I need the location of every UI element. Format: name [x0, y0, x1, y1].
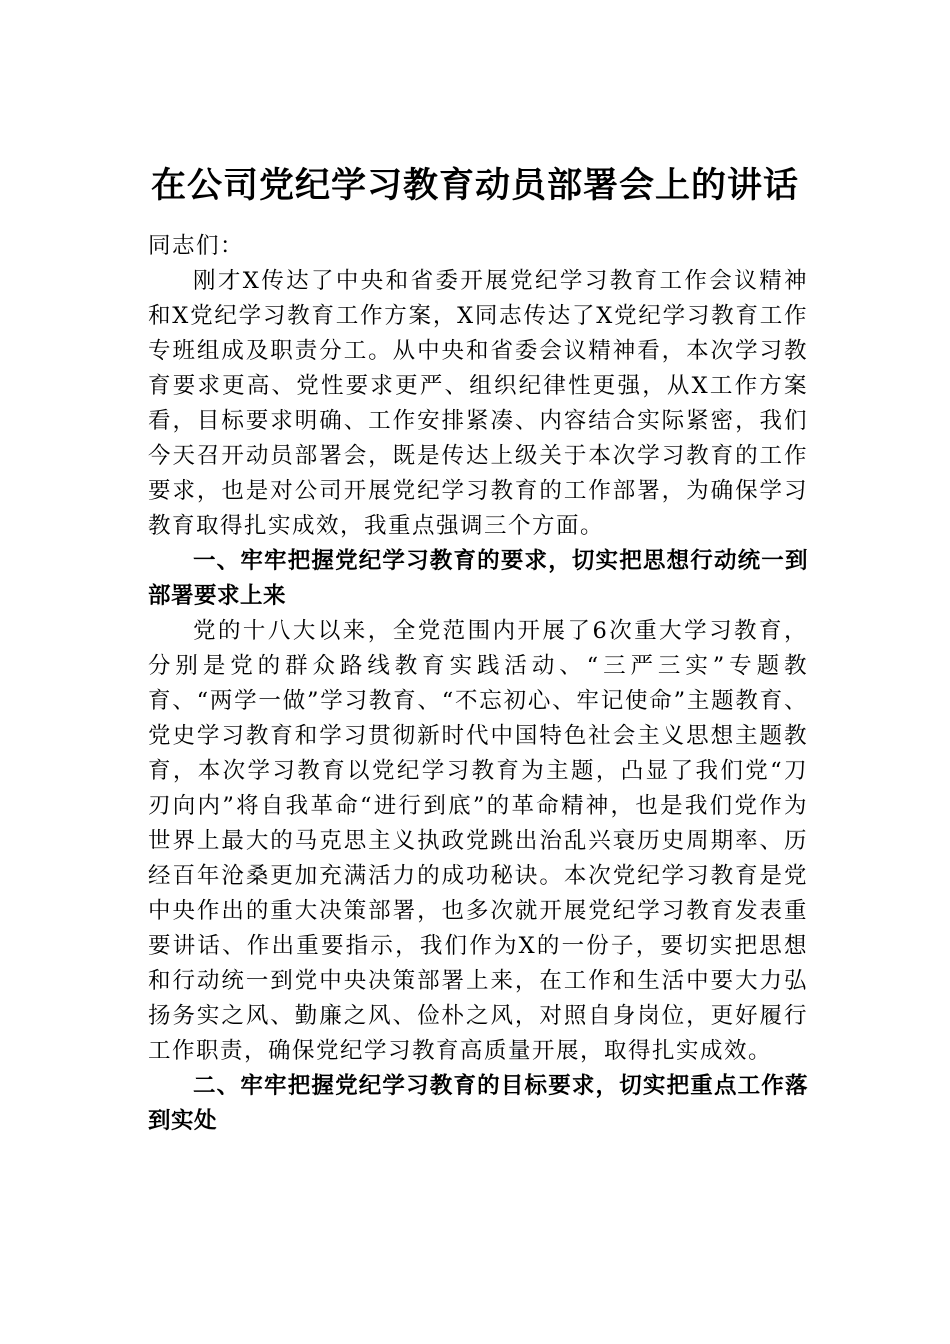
document-title: 在公司党纪学习教育动员部署会上的讲话	[150, 165, 799, 206]
paragraph-intro: 刚才X传达了中央和省委开展党纪学习教育工作会议精神和X党纪学习教育工作方案，X同志传达了X党纪学习教育工作专班组成及职责分工。从中央和省委会议精神看，本次学习教育要求更高、党性要求更严、组织纪律性更强，从X工作方案看，目标要求明确、工作安排紧凑、内容结合实际紧密，我们今天召开动员部署会，既是传达上级关于本次学习教育的工作要求，也是对公司开展党纪学习教育的工作部署，为确保学习教育取得扎实成效，我重点强调三个方面。	[148, 268, 808, 539]
section-heading-1: 一、牢牢把握党纪学习教育的要求，切实把思想行动统一到部署要求上来	[148, 548, 808, 609]
section-heading-2: 二、牢牢把握党纪学习教育的目标要求，切实把重点工作落到实处	[148, 1073, 808, 1134]
paragraph-section-1: 党的十八大以来，全党范围内开展了6次重大学习教育，分别是党的群众路线教育实践活动、“三严三实”专题教育、“两学一做”学习教育、“不忘初心、牢记使命”主题教育、党史学习教育和学习贯彻新时代中国特色社会主义思想主题教育，本次学习教育以党纪学习教育为主题，凸显了我们党“刀刃向内”将自我革命“进行到底”的革命精神，也是我们党作为世界上最大的马克思主义执政党跳出治乱兴衰历史周期率、历经百年沧桑更加充满活力的成功秘诀。本次党纪学习教育是党中央作出的重大决策部署，也多次就开展党纪学习教育发表重要讲话、作出重要指示，我们作为X的一份子，要切实把思想和行动统一到党中央决策部署上来，在工作和生活中要大力弘扬务实之风、勤廉之风、俭朴之风，对照自身岗位，更好履行工作职责，确保党纪学习教育高质量开展，取得扎实成效。	[148, 618, 808, 1064]
salutation: 同志们：	[148, 233, 245, 259]
document-body	[148, 229, 808, 1139]
